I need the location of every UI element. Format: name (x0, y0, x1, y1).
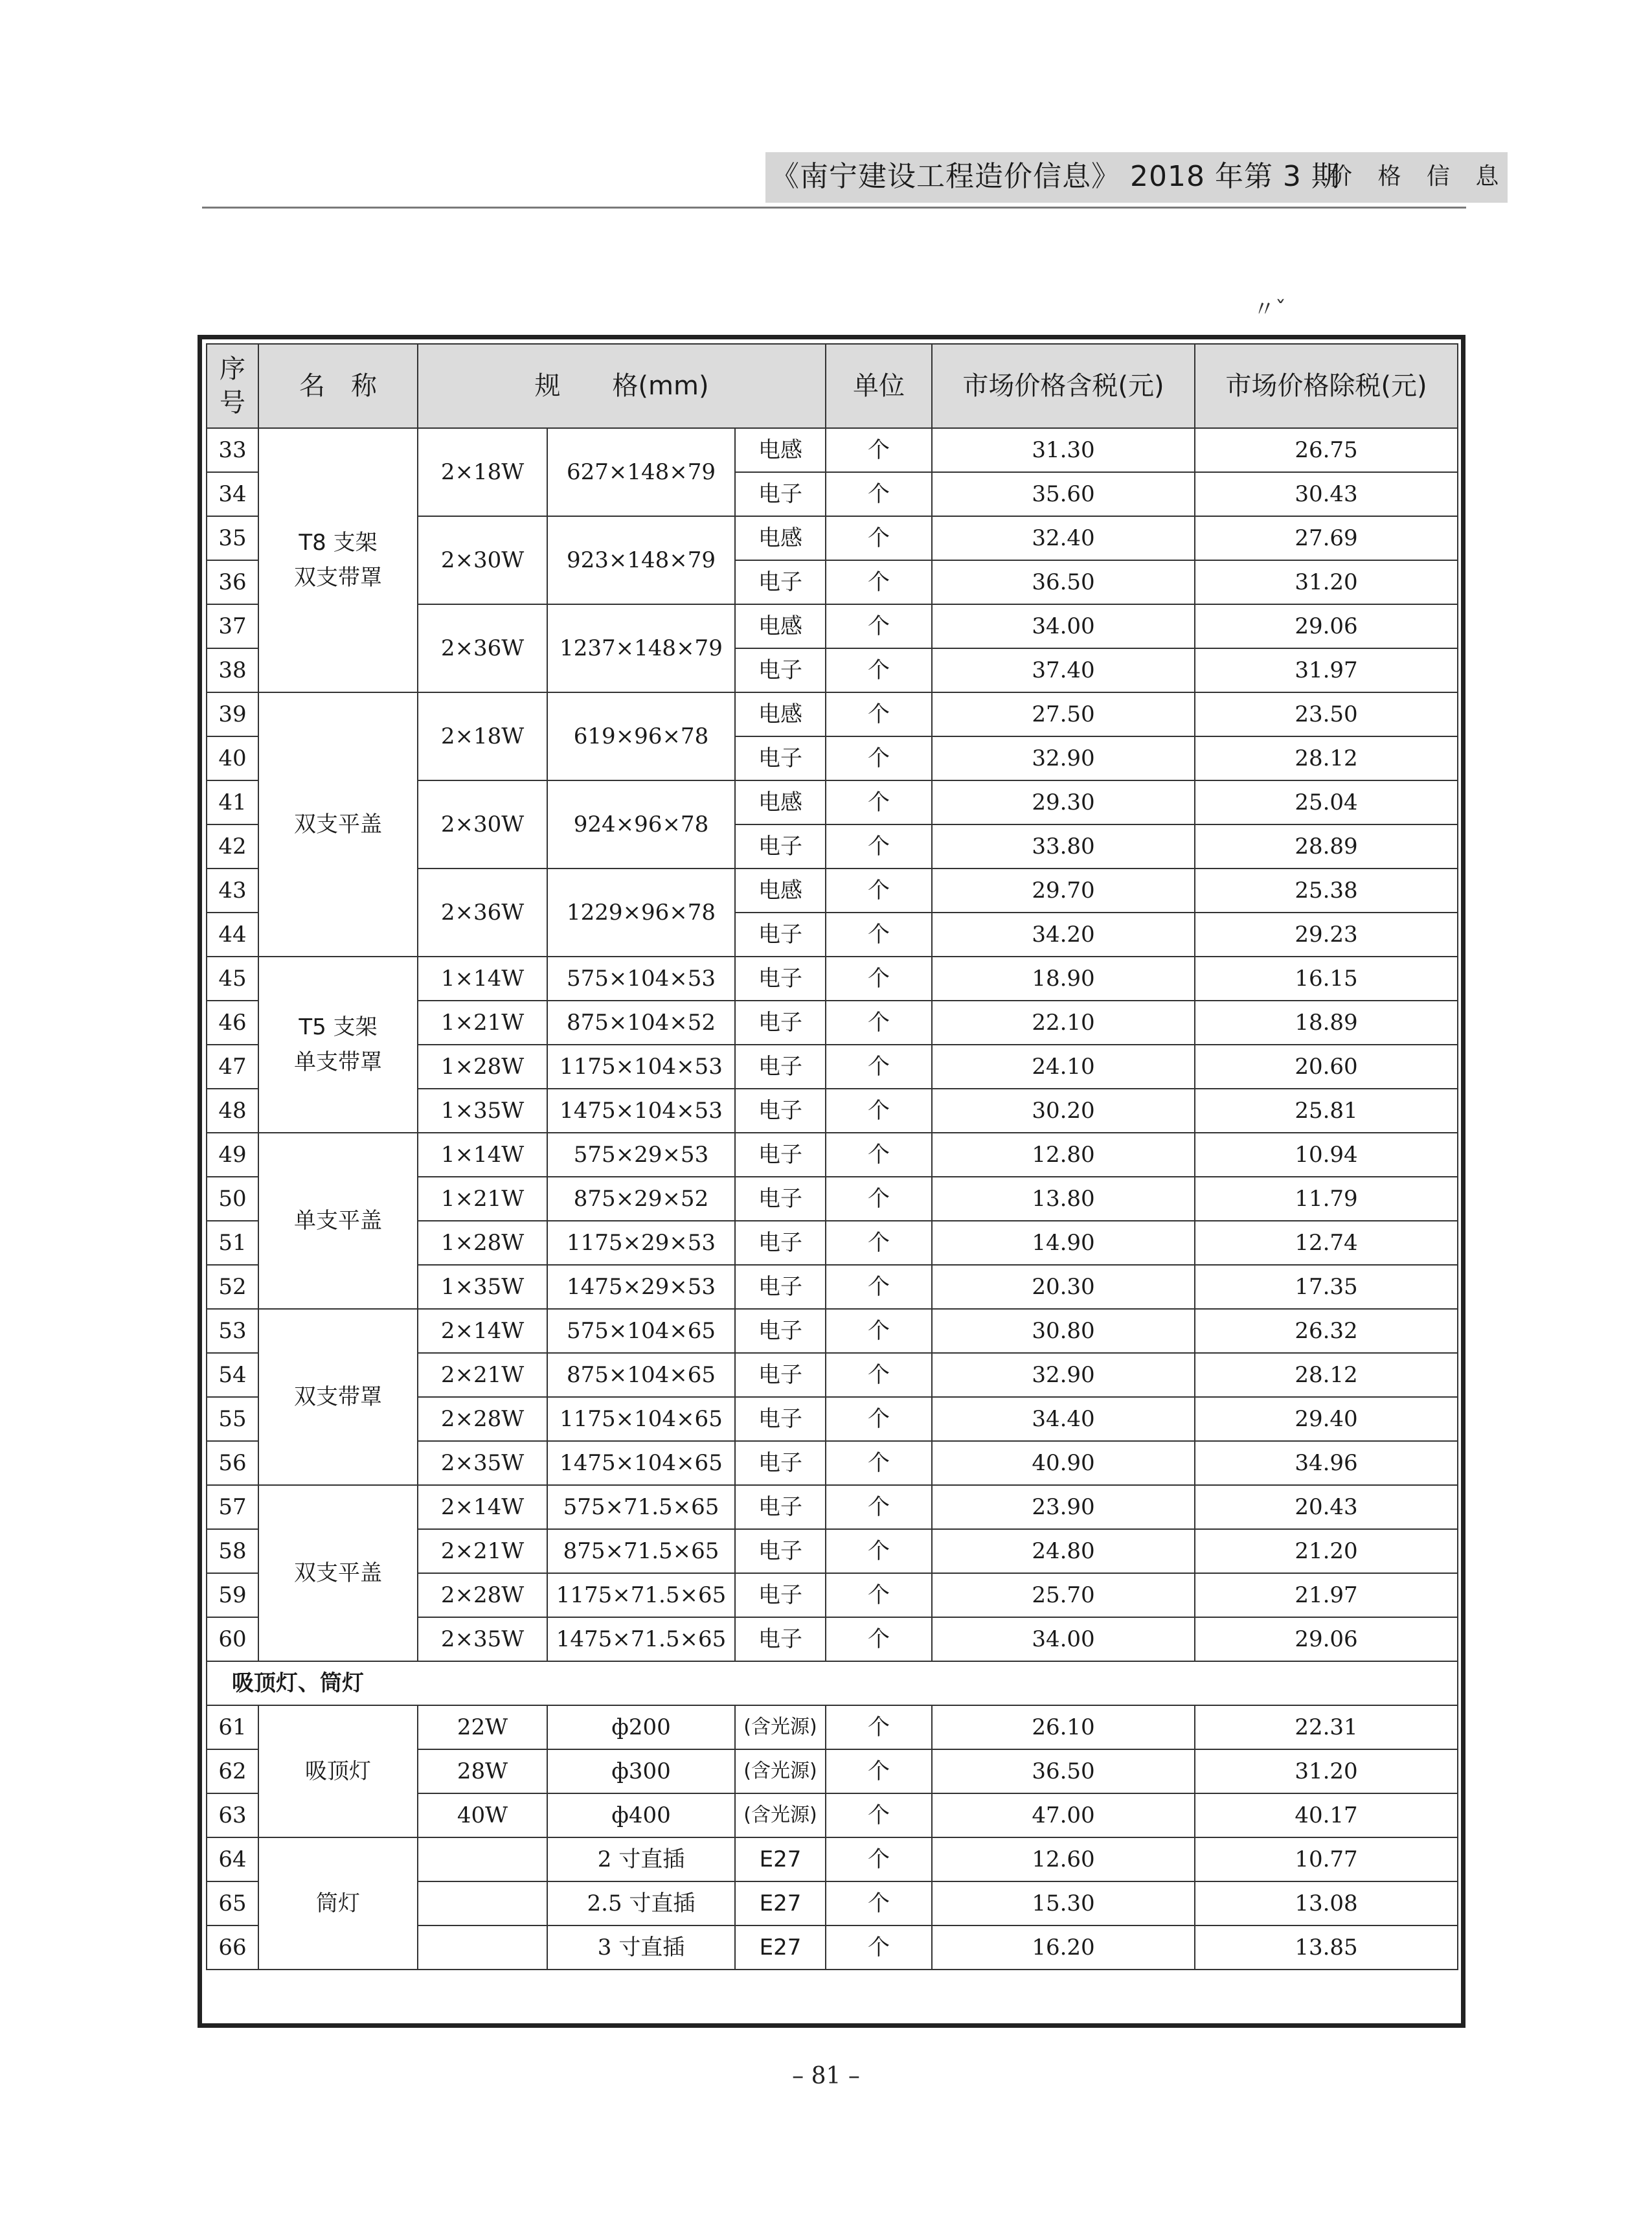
row-type: 电子 (735, 1177, 826, 1221)
row-dimension: 875×71.5×65 (547, 1529, 735, 1573)
row-price-tax: 34.00 (932, 604, 1195, 648)
row-type: 电子 (735, 648, 826, 692)
row-type: 电子 (735, 957, 826, 1001)
row-price-tax: 25.70 (932, 1573, 1195, 1617)
row-dimension: ф300 (547, 1749, 735, 1793)
row-unit: 个 (826, 648, 932, 692)
row-seq: 54 (207, 1353, 258, 1397)
row-seq: 36 (207, 560, 258, 604)
row-unit: 个 (826, 957, 932, 1001)
row-unit: 个 (826, 428, 932, 472)
row-power: 2×21W (418, 1529, 547, 1573)
row-unit: 个 (826, 736, 932, 780)
row-dimension: 1175×104×53 (547, 1045, 735, 1089)
table-row (207, 1705, 1458, 1749)
row-price-tax: 15.30 (932, 1881, 1195, 1925)
row-dimension: 575×104×65 (547, 1309, 735, 1353)
row-unit: 个 (826, 1177, 932, 1221)
row-unit: 个 (826, 472, 932, 516)
row-unit: 个 (826, 604, 932, 648)
table-row (207, 1133, 1458, 1177)
row-unit: 个 (826, 1397, 932, 1441)
row-dimension: 575×104×53 (547, 957, 735, 1001)
row-name: 单支平盖 (258, 1133, 418, 1309)
col-price-tax-header: 市场价格含税(元) (932, 344, 1195, 428)
row-dimension: 875×104×52 (547, 1001, 735, 1045)
row-price-tax: 12.60 (932, 1837, 1195, 1881)
row-unit: 个 (826, 1485, 932, 1529)
row-price-notax: 27.69 (1195, 516, 1458, 560)
row-seq: 41 (207, 780, 258, 824)
row-seq: 40 (207, 736, 258, 780)
row-type: 电子 (735, 736, 826, 780)
row-price-tax: 47.00 (932, 1793, 1195, 1837)
row-price-tax: 29.30 (932, 780, 1195, 824)
row-type: 电子 (735, 1485, 826, 1529)
row-type: 电感 (735, 869, 826, 913)
row-type: 电子 (735, 1573, 826, 1617)
row-unit: 个 (826, 1529, 932, 1573)
row-price-notax: 34.96 (1195, 1441, 1458, 1485)
row-unit: 个 (826, 560, 932, 604)
row-price-tax: 16.20 (932, 1925, 1195, 1970)
row-type: 电子 (735, 1089, 826, 1133)
row-power (418, 1925, 547, 1970)
row-power: 2×30W (418, 516, 547, 604)
row-dimension: 3 寸直插 (547, 1925, 735, 1970)
row-unit: 个 (826, 1045, 932, 1089)
row-seq: 48 (207, 1089, 258, 1133)
row-price-notax: 29.06 (1195, 604, 1458, 648)
row-unit: 个 (826, 913, 932, 957)
row-dimension: 1229×96×78 (547, 869, 735, 957)
row-price-tax: 20.30 (932, 1265, 1195, 1309)
row-price-notax: 20.60 (1195, 1045, 1458, 1089)
row-unit: 个 (826, 1837, 932, 1881)
row-price-notax: 28.89 (1195, 824, 1458, 869)
row-unit: 个 (826, 1353, 932, 1397)
row-price-notax: 10.94 (1195, 1133, 1458, 1177)
row-price-notax: 30.43 (1195, 472, 1458, 516)
row-power: 2×21W (418, 1353, 547, 1397)
table-body (207, 428, 1458, 1970)
row-price-tax: 14.90 (932, 1221, 1195, 1265)
row-seq: 38 (207, 648, 258, 692)
row-unit: 个 (826, 1881, 932, 1925)
row-price-tax: 36.50 (932, 560, 1195, 604)
row-power: 2×36W (418, 604, 547, 692)
row-type: 电子 (735, 1001, 826, 1045)
row-dimension: 1475×104×53 (547, 1089, 735, 1133)
row-price-tax: 27.50 (932, 692, 1195, 736)
row-price-notax: 16.15 (1195, 957, 1458, 1001)
row-type: 电子 (735, 1309, 826, 1353)
row-price-notax: 29.23 (1195, 913, 1458, 957)
row-price-tax: 32.40 (932, 516, 1195, 560)
row-price-notax: 11.79 (1195, 1177, 1458, 1221)
row-price-notax: 25.38 (1195, 869, 1458, 913)
col-seq-header: 序号 (207, 344, 258, 428)
page-number: – 81 – (792, 2063, 860, 2089)
row-unit: 个 (826, 1749, 932, 1793)
row-type: 电子 (735, 913, 826, 957)
row-unit: 个 (826, 516, 932, 560)
row-power: 1×35W (418, 1265, 547, 1309)
row-type: 电子 (735, 560, 826, 604)
row-dimension: 875×104×65 (547, 1353, 735, 1397)
row-dimension: 1475×29×53 (547, 1265, 735, 1309)
row-unit: 个 (826, 1705, 932, 1749)
row-price-tax: 30.80 (932, 1309, 1195, 1353)
row-unit: 个 (826, 1221, 932, 1265)
row-name: 双支平盖 (258, 692, 418, 957)
row-type: 电感 (735, 780, 826, 824)
row-price-tax: 37.40 (932, 648, 1195, 692)
row-price-notax: 40.17 (1195, 1793, 1458, 1837)
col-spec-header: 规 格(mm) (418, 344, 826, 428)
row-price-notax: 20.43 (1195, 1485, 1458, 1529)
table-row (207, 692, 1458, 736)
row-seq: 49 (207, 1133, 258, 1177)
row-seq: 53 (207, 1309, 258, 1353)
row-price-tax: 30.20 (932, 1089, 1195, 1133)
row-price-tax: 24.80 (932, 1529, 1195, 1573)
row-seq: 42 (207, 824, 258, 869)
row-power: 2×14W (418, 1485, 547, 1529)
row-seq: 61 (207, 1705, 258, 1749)
row-price-notax: 26.32 (1195, 1309, 1458, 1353)
row-dimension: 1475×71.5×65 (547, 1617, 735, 1661)
row-unit: 个 (826, 1001, 932, 1045)
row-seq: 64 (207, 1837, 258, 1881)
row-price-tax: 24.10 (932, 1045, 1195, 1089)
row-dimension: 575×29×53 (547, 1133, 735, 1177)
row-name: 吸顶灯 (258, 1705, 418, 1837)
row-seq: 55 (207, 1397, 258, 1441)
price-table (206, 343, 1458, 1970)
row-type: 电子 (735, 1133, 826, 1177)
row-price-notax: 31.97 (1195, 648, 1458, 692)
row-type: 电子 (735, 1221, 826, 1265)
row-power: 1×28W (418, 1045, 547, 1089)
row-unit: 个 (826, 824, 932, 869)
row-seq: 35 (207, 516, 258, 560)
row-price-tax: 13.80 (932, 1177, 1195, 1221)
row-dimension: 1475×104×65 (547, 1441, 735, 1485)
row-type: 电感 (735, 692, 826, 736)
row-price-notax: 21.20 (1195, 1529, 1458, 1573)
row-price-notax: 28.12 (1195, 736, 1458, 780)
table-row (207, 1485, 1458, 1529)
section-title: 吸顶灯、筒灯 (207, 1661, 1458, 1705)
row-dimension: 1237×148×79 (547, 604, 735, 692)
row-power: 2×35W (418, 1617, 547, 1661)
row-price-notax: 17.35 (1195, 1265, 1458, 1309)
row-name: 双支平盖 (258, 1485, 418, 1661)
row-power: 28W (418, 1749, 547, 1793)
row-price-tax: 18.90 (932, 957, 1195, 1001)
table-row (207, 428, 1458, 472)
row-type: E27 (735, 1837, 826, 1881)
row-dimension: 1175×29×53 (547, 1221, 735, 1265)
row-seq: 46 (207, 1001, 258, 1045)
row-unit: 个 (826, 692, 932, 736)
row-unit: 个 (826, 1925, 932, 1970)
row-dimension: 619×96×78 (547, 692, 735, 780)
row-power: 2×14W (418, 1309, 547, 1353)
row-price-notax: 12.74 (1195, 1221, 1458, 1265)
row-power (418, 1881, 547, 1925)
row-price-tax: 26.10 (932, 1705, 1195, 1749)
row-price-notax: 29.06 (1195, 1617, 1458, 1661)
row-power: 2×28W (418, 1397, 547, 1441)
page-header (202, 146, 1508, 210)
header-section: 价 格 信 息 (1329, 163, 1508, 190)
row-power: 1×21W (418, 1001, 547, 1045)
table-row (207, 957, 1458, 1001)
row-power: 2×28W (418, 1573, 547, 1617)
row-seq: 52 (207, 1265, 258, 1309)
row-price-tax: 31.30 (932, 428, 1195, 472)
row-power: 1×14W (418, 957, 547, 1001)
row-type: (含光源) (735, 1793, 826, 1837)
row-power: 2×18W (418, 428, 547, 516)
row-price-tax: 23.90 (932, 1485, 1195, 1529)
row-power: 22W (418, 1705, 547, 1749)
table-header-row (207, 344, 1458, 428)
row-power: 1×21W (418, 1177, 547, 1221)
row-seq: 59 (207, 1573, 258, 1617)
row-price-notax: 22.31 (1195, 1705, 1458, 1749)
row-type: 电子 (735, 1397, 826, 1441)
row-type: 电子 (735, 1617, 826, 1661)
row-seq: 47 (207, 1045, 258, 1089)
row-type: 电感 (735, 604, 826, 648)
col-price-notax-header: 市场价格除税(元) (1195, 344, 1458, 428)
row-power: 1×35W (418, 1089, 547, 1133)
col-name-header: 名 称 (258, 344, 418, 428)
row-unit: 个 (826, 1133, 932, 1177)
table-row (207, 1837, 1458, 1881)
row-dimension: 1175×104×65 (547, 1397, 735, 1441)
row-price-notax: 31.20 (1195, 1749, 1458, 1793)
row-type: 电感 (735, 516, 826, 560)
row-seq: 60 (207, 1617, 258, 1661)
row-price-tax: 34.40 (932, 1397, 1195, 1441)
row-seq: 43 (207, 869, 258, 913)
header-title: 《南宁建设工程造价信息》 2018 年第 3 期 (771, 160, 1341, 193)
row-price-tax: 36.50 (932, 1749, 1195, 1793)
row-price-notax: 13.85 (1195, 1925, 1458, 1970)
row-price-tax: 32.90 (932, 1353, 1195, 1397)
row-seq: 50 (207, 1177, 258, 1221)
row-unit: 个 (826, 1309, 932, 1353)
row-price-notax: 23.50 (1195, 692, 1458, 736)
row-type: 电子 (735, 1441, 826, 1485)
row-type: 电感 (735, 428, 826, 472)
row-price-notax: 25.04 (1195, 780, 1458, 824)
row-type: 电子 (735, 824, 826, 869)
row-seq: 33 (207, 428, 258, 472)
row-unit: 个 (826, 1573, 932, 1617)
row-price-tax: 29.70 (932, 869, 1195, 913)
row-power: 1×28W (418, 1221, 547, 1265)
row-dimension: ф400 (547, 1793, 735, 1837)
row-price-tax: 33.80 (932, 824, 1195, 869)
corner-mark: 〃ˇ (1253, 297, 1286, 323)
row-dimension: 875×29×52 (547, 1177, 735, 1221)
row-seq: 34 (207, 472, 258, 516)
row-type: 电子 (735, 1265, 826, 1309)
row-price-notax: 31.20 (1195, 560, 1458, 604)
row-price-tax: 40.90 (932, 1441, 1195, 1485)
row-name: 筒灯 (258, 1837, 418, 1970)
row-unit: 个 (826, 1265, 932, 1309)
header-rule (202, 207, 1466, 209)
row-unit: 个 (826, 1793, 932, 1837)
row-type: (含光源) (735, 1705, 826, 1749)
row-price-tax: 32.90 (932, 736, 1195, 780)
row-dimension: 1175×71.5×65 (547, 1573, 735, 1617)
row-power: 1×14W (418, 1133, 547, 1177)
row-type: 电子 (735, 1353, 826, 1397)
row-price-tax: 34.20 (932, 913, 1195, 957)
row-seq: 58 (207, 1529, 258, 1573)
row-name: 双支带罩 (258, 1309, 418, 1485)
row-seq: 66 (207, 1925, 258, 1970)
row-price-notax: 26.75 (1195, 428, 1458, 472)
row-power: 2×18W (418, 692, 547, 780)
row-dimension: 923×148×79 (547, 516, 735, 604)
row-seq: 37 (207, 604, 258, 648)
row-unit: 个 (826, 1441, 932, 1485)
row-type: 电子 (735, 1529, 826, 1573)
row-price-notax: 21.97 (1195, 1573, 1458, 1617)
section-row (207, 1661, 1458, 1705)
row-dimension: 627×148×79 (547, 428, 735, 516)
row-seq: 45 (207, 957, 258, 1001)
row-seq: 56 (207, 1441, 258, 1485)
row-seq: 57 (207, 1485, 258, 1529)
row-type: E27 (735, 1881, 826, 1925)
row-price-notax: 25.81 (1195, 1089, 1458, 1133)
row-type: 电子 (735, 1045, 826, 1089)
row-price-notax: 28.12 (1195, 1353, 1458, 1397)
row-dimension: 2 寸直插 (547, 1837, 735, 1881)
row-dimension: 2.5 寸直插 (547, 1881, 735, 1925)
table-row (207, 1309, 1458, 1353)
row-dimension: 924×96×78 (547, 780, 735, 869)
row-price-notax: 13.08 (1195, 1881, 1458, 1925)
row-power: 2×36W (418, 869, 547, 957)
row-price-tax: 35.60 (932, 472, 1195, 516)
row-seq: 65 (207, 1881, 258, 1925)
row-name: T5 支架 单支带罩 (258, 957, 418, 1133)
row-seq: 44 (207, 913, 258, 957)
row-power: 2×35W (418, 1441, 547, 1485)
row-price-notax: 10.77 (1195, 1837, 1458, 1881)
row-unit: 个 (826, 780, 932, 824)
row-dimension: ф200 (547, 1705, 735, 1749)
row-unit: 个 (826, 1617, 932, 1661)
row-dimension: 575×71.5×65 (547, 1485, 735, 1529)
row-seq: 51 (207, 1221, 258, 1265)
row-seq: 39 (207, 692, 258, 736)
row-type: E27 (735, 1925, 826, 1970)
col-unit-header: 单位 (826, 344, 932, 428)
row-price-notax: 18.89 (1195, 1001, 1458, 1045)
row-seq: 63 (207, 1793, 258, 1837)
row-unit: 个 (826, 869, 932, 913)
row-type: (含光源) (735, 1749, 826, 1793)
row-price-tax: 22.10 (932, 1001, 1195, 1045)
row-name: T8 支架 双支带罩 (258, 428, 418, 692)
row-type: 电子 (735, 472, 826, 516)
row-power: 2×30W (418, 780, 547, 869)
row-price-notax: 29.40 (1195, 1397, 1458, 1441)
row-price-tax: 34.00 (932, 1617, 1195, 1661)
row-power (418, 1837, 547, 1881)
row-seq: 62 (207, 1749, 258, 1793)
row-price-tax: 12.80 (932, 1133, 1195, 1177)
row-unit: 个 (826, 1089, 932, 1133)
row-power: 40W (418, 1793, 547, 1837)
